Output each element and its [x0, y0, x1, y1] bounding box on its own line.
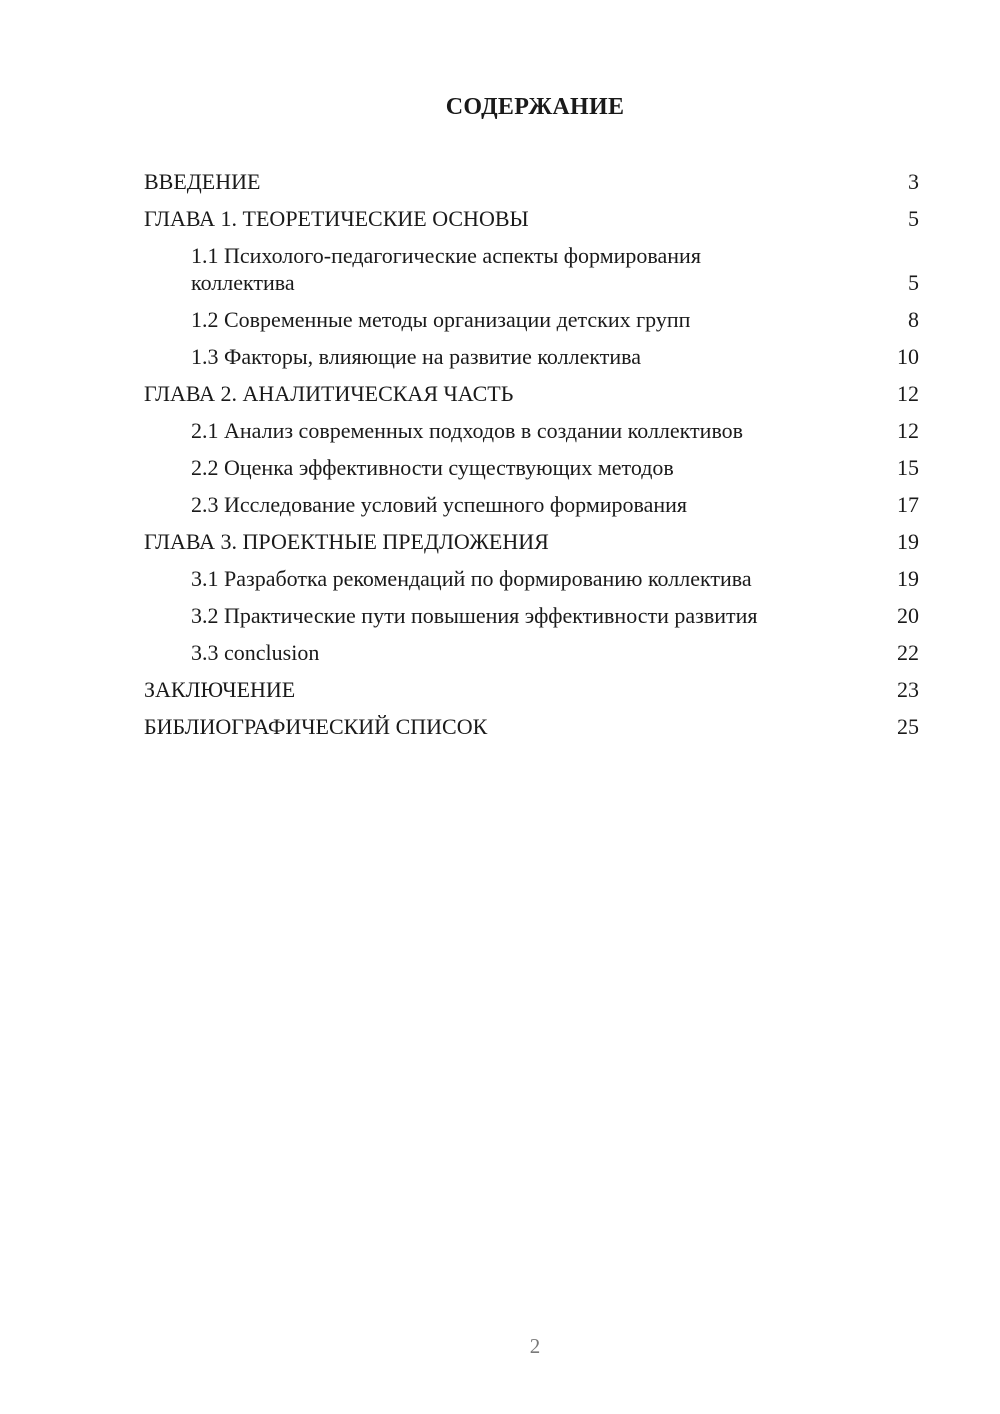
toc-entry-conclusion[interactable] — [144, 676, 919, 703]
toc-entry-page: 25 — [897, 714, 919, 739]
toc-entry-page: 5 — [908, 206, 919, 231]
toc-entry-text: 2.2 Оценка эффективности существующих методов — [191, 455, 674, 480]
toc-entry-chapter-1[interactable] — [144, 205, 919, 232]
toc-entry-text: ГЛАВА 1. ТЕОРЕТИЧЕСКИЕ ОСНОВЫ — [144, 206, 529, 231]
toc-entry-page: 8 — [908, 307, 919, 332]
toc-entry-2-1[interactable] — [144, 417, 919, 444]
toc-entry-text: 2.1 Анализ современных подходов в создании коллективов — [191, 418, 744, 443]
toc-entry-text: 1.2 Современные методы организации детских групп — [191, 307, 691, 332]
toc-entry-page: 17 — [897, 492, 919, 517]
toc-entry-page: 15 — [897, 455, 919, 480]
toc-entry-1-3[interactable] — [144, 343, 919, 370]
toc-entry-page: 19 — [897, 566, 919, 591]
toc-entry-3-3[interactable] — [144, 639, 919, 666]
toc-entry-text: 3.1 Разработка рекомендаций по формированию коллектива — [191, 566, 752, 591]
toc-entry-bibliography[interactable] — [144, 713, 919, 740]
toc-entry-page: 23 — [897, 677, 919, 702]
toc-entry-chapter-3[interactable] — [144, 528, 919, 555]
toc-entry-text: 1.1 Психолого-педагогические аспекты формирования коллектива — [191, 243, 701, 295]
toc-entry-text: ЗАКЛЮЧЕНИЕ — [144, 677, 296, 702]
toc-entry-text: 3.3 conclusion — [191, 640, 320, 665]
toc-entry-1-1[interactable] — [144, 242, 919, 296]
toc-entry-page: 5 — [908, 270, 919, 295]
toc-entry-2-3[interactable] — [144, 491, 919, 518]
toc-entry-text: ВВЕДЕНИЕ — [144, 169, 261, 194]
page-title: СОДЕРЖАНИЕ — [445, 94, 625, 120]
toc-entry-text: БИБЛИОГРАФИЧЕСКИЙ СПИСОК — [144, 714, 488, 739]
page-number: 2 — [529, 1334, 541, 1358]
table-of-contents — [144, 168, 919, 750]
toc-entry-text: 2.3 Исследование условий успешного формирования — [191, 492, 688, 517]
toc-entry-introduction[interactable] — [144, 168, 919, 195]
toc-entry-3-2[interactable] — [144, 602, 919, 629]
toc-entry-3-1[interactable] — [144, 565, 919, 592]
toc-entry-2-2[interactable] — [144, 454, 919, 481]
toc-entry-chapter-2[interactable] — [144, 380, 919, 407]
toc-entry-page: 12 — [897, 381, 919, 406]
toc-entry-page: 22 — [897, 640, 919, 665]
toc-entry-text: 3.2 Практические пути повышения эффективности развития — [191, 603, 758, 628]
toc-entry-text: ГЛАВА 3. ПРОЕКТНЫЕ ПРЕДЛОЖЕНИЯ — [144, 529, 549, 554]
toc-entry-1-2[interactable] — [144, 306, 919, 333]
toc-entry-page: 20 — [897, 603, 919, 628]
toc-entry-page: 19 — [897, 529, 919, 554]
toc-entry-text: ГЛАВА 2. АНАЛИТИЧЕСКАЯ ЧАСТЬ — [144, 381, 514, 406]
toc-entry-text: 1.3 Факторы, влияющие на развитие коллектива — [191, 344, 641, 369]
toc-entry-page: 10 — [897, 344, 919, 369]
toc-entry-page: 3 — [908, 169, 919, 194]
toc-entry-page: 12 — [897, 418, 919, 443]
